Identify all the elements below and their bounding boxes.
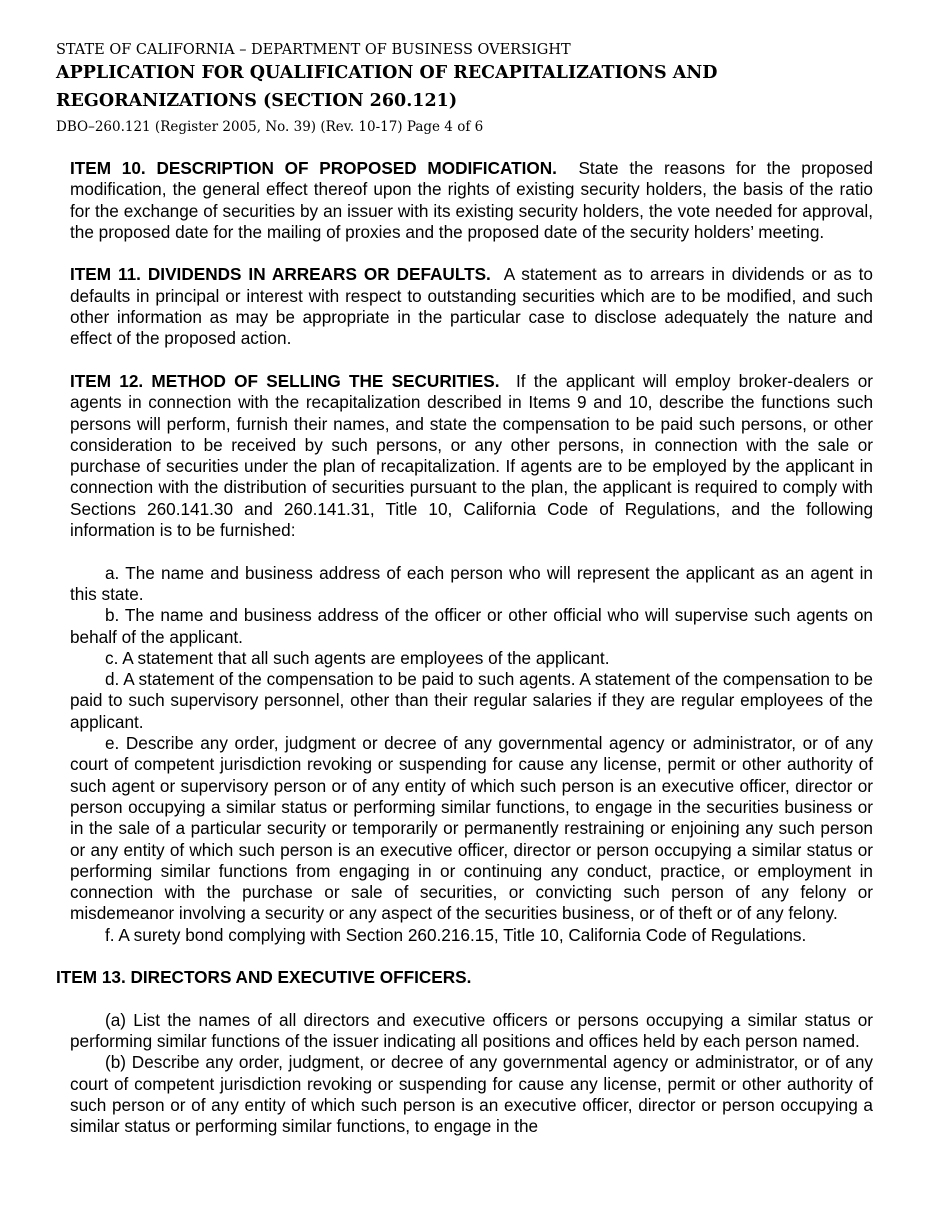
item-12-subitem-c: c. A statement that all such agents are employees of the applicant.	[105, 647, 610, 668]
item-12	[70, 371, 873, 541]
item-12-subitem-a: a. The name and business address of each person who will represent the applicant as an agent in this state.	[70, 562, 873, 604]
form-number-page: DBO–260.121 (Register 2005, No. 39) (Rev. 10-17) Page 4 of 6	[56, 119, 484, 135]
document-body	[56, 158, 873, 1138]
item-12-heading: ITEM 12. METHOD OF SELLING THE SECURITIES.	[70, 370, 500, 391]
item-12-subitem-d: d. A statement of the compensation to be paid to such agents. A statement of the compensation to be paid to such supervisory personnel, other than their regular salaries if they are regular employees of the applicant.	[70, 669, 873, 732]
item-11	[70, 264, 873, 349]
item-13-subitem-b: (b) Describe any order, judgment, or decree of any governmental agency or administrator, or of any court of competent jurisdiction revoking or suspending for cause any license, permit or other authority of such person or of any entity of which such person is an executive officer, director or person occupying a similar status or performing similar functions, to engage in the	[70, 1052, 873, 1137]
item-13	[56, 967, 873, 988]
item-11-heading: ITEM 11. DIVIDENDS IN ARREARS OR DEFAULTS.	[70, 264, 491, 285]
item-10	[70, 158, 873, 243]
item-13-subitem-a: (a) List the names of all directors and executive officers or persons occupying a similar status or performing similar functions of the issuer indicating all positions and offices held by each person named.	[70, 1009, 873, 1052]
item-10-text: State the reasons for the proposed modification, the general effect thereof upon the rights of existing security holders, the basis of the ratio for the exchange of securities by an issuer with its existing security holders, the vote needed for approval, the proposed date for the mailing of proxies and the proposed date of the security holders’ meeting.	[70, 158, 873, 242]
item-12-subitem-e: e. Describe any order, judgment or decree of any governmental agency or administrator, or of any court of competent jurisdiction revoking or suspending for cause any license, permit or other authority of such agent or supervisory person or of any entity of which such person is an executive officer, director or person occupying a similar status or performing similar functions, to engage in the securities business or in the sale of a particular security or temporarily or permanently restraining or enjoining any such person or any entity of which such person is an executive officer, director or person occupying a similar status or performing similar functions from engaging in or continuing any conduct, practice, or employment in connection with the purchase or sale of securities, or convicting such person of any felony or misdemeanor involving a security or any aspect of the securities business, or of theft or of any felony.	[70, 733, 873, 924]
agency-name: STATE OF CALIFORNIA – DEPARTMENT OF BUSINESS OVERSIGHT	[56, 42, 571, 58]
item-12-subitem-f: f. A surety bond complying with Section 260.216.15, Title 10, California Code of Regulations.	[105, 924, 807, 945]
item-10-heading: ITEM 10. DESCRIPTION OF PROPOSED MODIFICATION.	[70, 158, 557, 178]
item-13-heading: ITEM 13. DIRECTORS AND EXECUTIVE OFFICERS.	[56, 967, 472, 988]
item-12-subitem-b: b. The name and business address of the officer or other official who will supervise such agents on behalf of the applicant.	[70, 605, 873, 647]
form-title-line-1: APPLICATION FOR QUALIFICATION OF RECAPITALIZATIONS AND	[56, 63, 718, 83]
form-title-line-2: REGORANIZATIONS (SECTION 260.121)	[56, 91, 458, 111]
item-11-text: A statement as to arrears in dividends or as to defaults in principal or interest with respect to outstanding securities which are to be modified, and such other information as may be appropriate in the particular case to disclose adequately the nature and effect of the proposed action.	[70, 264, 873, 349]
item-12-text: If the applicant will employ broker-dealers or agents in connection with the recapitalization described in Items 9 and 10, describe the functions such persons will perform, furnish their names, and state the compensation to be paid such persons, or other consideration to be received by such persons, or any other persons, in connection with the sale or purchase of securities under the plan of recapitalization. If agents are to be employed by the applicant in connection with the distribution of securities pursuant to the plan, the applicant is required to comply with Sections 260.141.30 and 260.141.31, Title 10, California Code of Regulations, and the following information is to be furnished:	[70, 370, 873, 541]
